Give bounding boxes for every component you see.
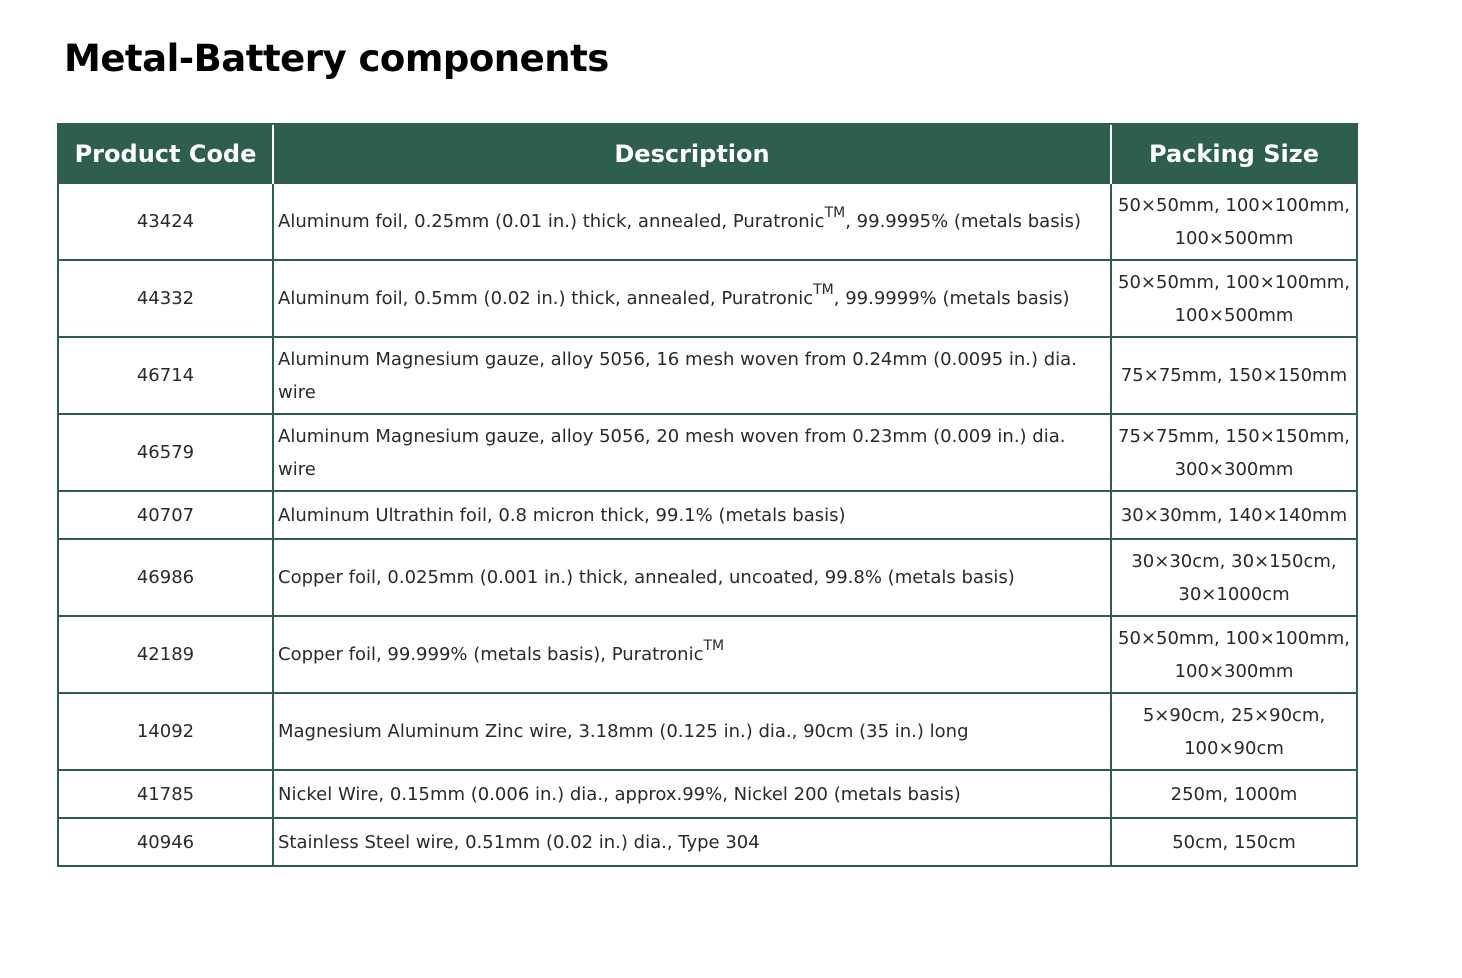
packing-size-cell: 30×30mm, 140×140mm: [1111, 491, 1357, 539]
description-text: Aluminum foil, 0.5mm (0.02 in.) thick, annealed, Puratronic: [278, 288, 814, 309]
header-packing-size: Packing Size: [1111, 124, 1357, 183]
description-text-after: , 99.9999% (metals basis): [833, 288, 1070, 309]
product-code-cell: 40946: [58, 818, 273, 866]
trademark-sup: TM: [813, 282, 834, 298]
product-code-cell: 46986: [58, 539, 273, 616]
page-title: Metal-Battery components: [64, 37, 609, 80]
description-text: Aluminum foil, 0.25mm (0.01 in.) thick, annealed, Puratronic: [278, 211, 825, 232]
description-cell: [273, 616, 1111, 693]
description-cell: [273, 183, 1111, 260]
description-cell: Aluminum Magnesium gauze, alloy 5056, 16 mesh woven from 0.24mm (0.0095 in.) dia. wire: [273, 337, 1111, 414]
product-code-cell: 46714: [58, 337, 273, 414]
table-header-row: [58, 124, 1357, 183]
table-row: [58, 770, 1357, 818]
header-product-code: Product Code: [58, 124, 273, 183]
packing-size-cell: 50×50mm, 100×100mm, 100×500mm: [1111, 260, 1357, 337]
packing-size-cell: 5×90cm, 25×90cm, 100×90cm: [1111, 693, 1357, 770]
table-row: [58, 337, 1357, 414]
product-code-cell: 43424: [58, 183, 273, 260]
table-row: [58, 539, 1357, 616]
trademark-sup: TM: [824, 205, 846, 221]
product-code-cell: 14092: [58, 693, 273, 770]
description-cell: Magnesium Aluminum Zinc wire, 3.18mm (0.125 in.) dia., 90cm (35 in.) long: [273, 693, 1111, 770]
table-row: [58, 693, 1357, 770]
description-text: Copper foil, 99.999% (metals basis), Puratronic: [278, 644, 704, 665]
packing-size-cell: 30×30cm, 30×150cm, 30×1000cm: [1111, 539, 1357, 616]
packing-size-cell: 75×75mm, 150×150mm, 300×300mm: [1111, 414, 1357, 491]
description-cell: Nickel Wire, 0.15mm (0.006 in.) dia., approx.99%, Nickel 200 (metals basis): [273, 770, 1111, 818]
product-code-cell: 42189: [58, 616, 273, 693]
description-cell: Aluminum Magnesium gauze, alloy 5056, 20 mesh woven from 0.23mm (0.009 in.) dia. wire: [273, 414, 1111, 491]
table-row: [58, 183, 1357, 260]
description-cell: Stainless Steel wire, 0.51mm (0.02 in.) dia., Type 304: [273, 818, 1111, 866]
product-code-cell: 46579: [58, 414, 273, 491]
description-cell: [273, 260, 1111, 337]
products-table: [57, 123, 1358, 867]
packing-size-cell: 50×50mm, 100×100mm, 100×500mm: [1111, 183, 1357, 260]
table-row: [58, 414, 1357, 491]
description-cell: Copper foil, 0.025mm (0.001 in.) thick, annealed, uncoated, 99.8% (metals basis): [273, 539, 1111, 616]
product-code-cell: 44332: [58, 260, 273, 337]
packing-size-cell: 75×75mm, 150×150mm: [1111, 337, 1357, 414]
packing-size-cell: 50cm, 150cm: [1111, 818, 1357, 866]
header-description: Description: [273, 124, 1111, 183]
trademark-sup: TM: [703, 638, 725, 654]
table-row: [58, 260, 1357, 337]
table-row: [58, 818, 1357, 866]
packing-size-cell: 250m, 1000m: [1111, 770, 1357, 818]
description-text-after: , 99.9995% (metals basis): [845, 211, 1081, 232]
product-code-cell: 41785: [58, 770, 273, 818]
table-row: [58, 616, 1357, 693]
packing-size-cell: 50×50mm, 100×100mm, 100×300mm: [1111, 616, 1357, 693]
product-code-cell: 40707: [58, 491, 273, 539]
description-cell: Aluminum Ultrathin foil, 0.8 micron thick, 99.1% (metals basis): [273, 491, 1111, 539]
table-row: [58, 491, 1357, 539]
